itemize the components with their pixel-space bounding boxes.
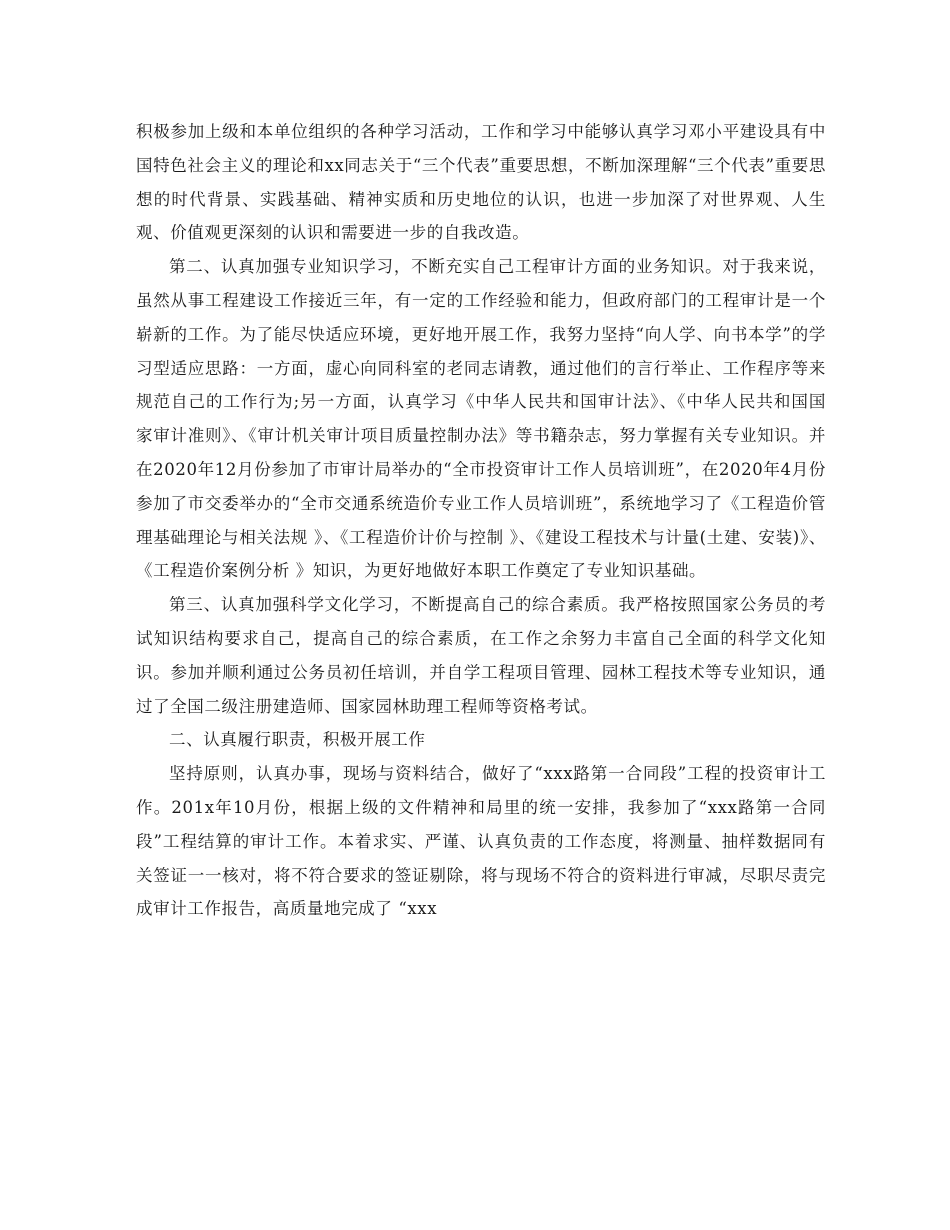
paragraph-continuation: 积极参加上级和本单位组织的各种学习活动，工作和学习中能够认真学习邓小平建设具有中国特色社会主义的理论和xx同志关于“三个代表”重要思想，不断加深理解“三个代表”重要思想的时代背景、实践基础、精神实质和历史地位的认识，也进一步加深了对世界观、人生观、价值观更深刻的认识和需要进一步的自我改造。 <box>136 122 826 243</box>
paragraph-audit-work: 坚持原则，认真办事，现场与资料结合，做好了“xxx路第一合同段”工程的投资审计工作。201x年10月份，根据上级的文件精神和局里的统一安排，我参加了“xxx路第一合同段”工程结算的审计工作。本着求实、严谨、认真负责的工作态度，将测量、抽样数据同有关签证一一核对，将不符合要求的签证剔除，将与现场不符合的资料进行审减，尽职尽责完成审计工作报告，高质量地完成了 “xxx <box>136 764 826 919</box>
document-body <box>136 115 826 926</box>
paragraph-cultural-study: 第三、认真加强科学文化学习，不断提高自己的综合素质。我严格按照国家公务员的考试知识结构要求自己，提高自己的综合素质，在工作之余努力丰富自己全面的科学文化知识。参加并顺利通过公务员初任培训，并自学工程项目管理、园林工程技术等专业知识，通过了全国二级注册建造师、国家园林助理工程师等资格考试。 <box>136 595 826 716</box>
paragraph-professional-study: 第二、认真加强专业知识学习，不断充实自己工程审计方面的业务知识。对于我来说，虽然从事工程建设工作接近三年，有一定的工作经验和能力，但政府部门的工程审计是一个崭新的工作。为了能尽快适应环境，更好地开展工作，我努力坚持“向人学、向书本学”的学习型适应思路：一方面，虚心向同科室的老同志请教，通过他们的言行举止、工作程序等来规范自己的工作行为;另一方面，认真学习《中华人民共和国审计法》、《中华人民共和国国家审计准则》、《审计机关审计项目质量控制办法》等书籍杂志，努力掌握有关专业知识。并在2020年12月份参加了市审计局举办的“全市投资审计工作人员培训班”，在2020年4月份参加了市交委举办的“全市交通系统造价专业工作人员培训班”，系统地学习了《工程造价管理基础理论与相关法规 》、《工程造价计价与控制 》、《建设工程技术与计量(土建、安装)》、《工程造价案例分析 》知识，为更好地做好本职工作奠定了专业知识基础。 <box>136 257 826 581</box>
section-heading: 二、认真履行职责，积极开展工作 <box>169 730 426 750</box>
